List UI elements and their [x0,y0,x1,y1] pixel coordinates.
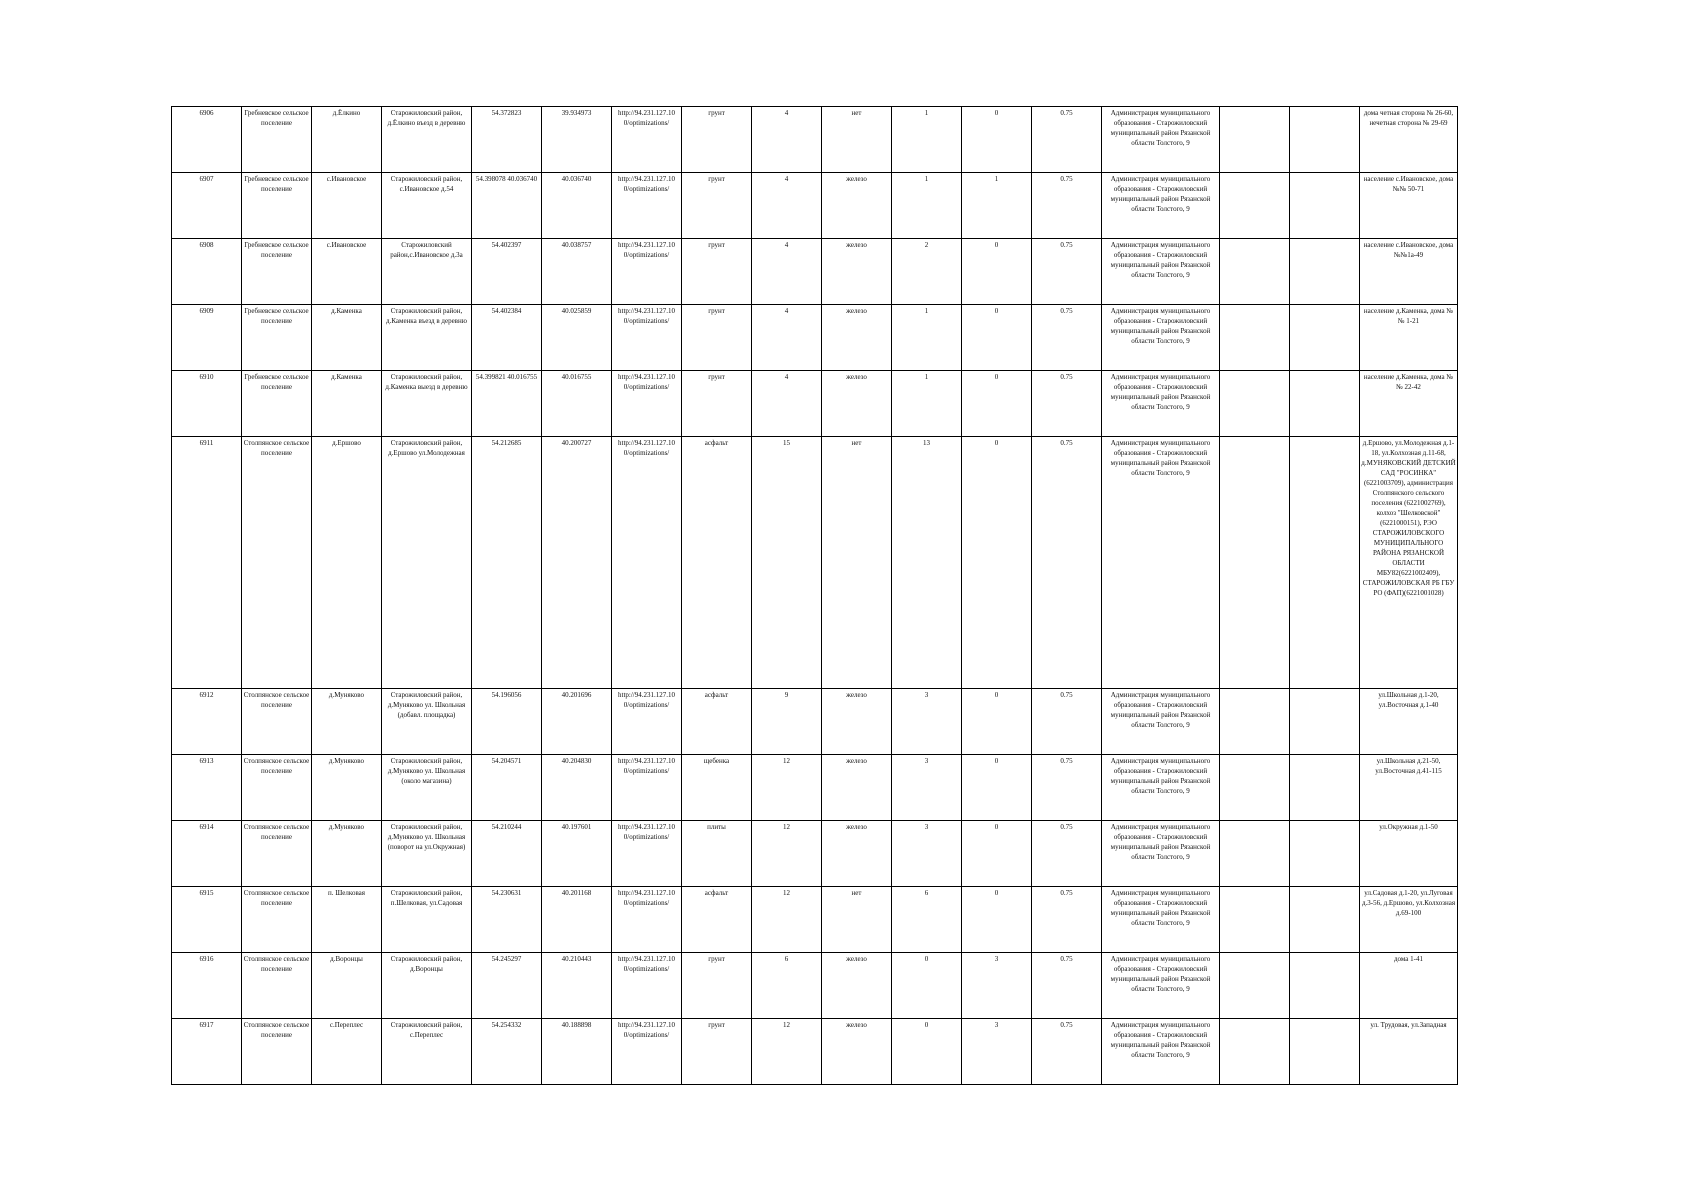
cell-link: http://94.231.127.10 0/optimizations/ [612,689,682,755]
cell-address: Старожиловский район,с.Ивановское д.3а [382,239,472,305]
cell-containers: 2 [892,239,962,305]
cell-longitude: 40.201696 [542,689,612,755]
cell-latitude: 54.254332 [472,1019,542,1085]
cell-volume: 0.75 [1032,437,1102,689]
cell-blank-a [1220,689,1290,755]
cell-blank-b [1290,1019,1360,1085]
cell-locality: с.Ивановское [312,239,382,305]
cell-surface: асфальт [682,689,752,755]
cell-blank-b [1290,239,1360,305]
cell-settlement: Гребневское сельское поселение [242,107,312,173]
table-row [172,305,1458,371]
cell-served-objects: ул. Трудовая, ул.Западная [1360,1019,1458,1085]
cell-area: 9 [752,689,822,755]
cell-longitude: 40.025859 [542,305,612,371]
registry-body [172,107,1458,1085]
cell-id: 6914 [172,821,242,887]
cell-containers: 3 [892,689,962,755]
cell-containers: 1 [892,107,962,173]
cell-extra-containers: 0 [962,689,1032,755]
cell-surface: плиты [682,821,752,887]
cell-extra-containers: 0 [962,305,1032,371]
cell-address: Старожиловский район, с.Ивановское д.54 [382,173,472,239]
cell-blank-a [1220,821,1290,887]
cell-link: http://94.231.127.10 0/optimizations/ [612,305,682,371]
cell-volume: 0.75 [1032,173,1102,239]
table-row [172,755,1458,821]
cell-id: 6917 [172,1019,242,1085]
cell-volume: 0.75 [1032,821,1102,887]
cell-containers: 1 [892,371,962,437]
cell-blank-b [1290,755,1360,821]
cell-id: 6911 [172,437,242,689]
cell-id: 6912 [172,689,242,755]
cell-owner: Администрация муниципального образования - Старожиловский муниципальный район Рязанской области Толстого, 9 [1102,821,1220,887]
cell-containers: 6 [892,887,962,953]
cell-link: http://94.231.127.10 0/optimizations/ [612,437,682,689]
cell-longitude: 40.188898 [542,1019,612,1085]
cell-link: http://94.231.127.10 0/optimizations/ [612,371,682,437]
cell-settlement: Столпянское сельское поселение [242,689,312,755]
cell-settlement: Столпянское сельское поселение [242,437,312,689]
cell-address: Старожиловский район, д.Муняково ул. Школьная (добавл. площадка) [382,689,472,755]
cell-area: 12 [752,755,822,821]
cell-owner: Администрация муниципального образования - Старожиловский муниципальный район Рязанской области Толстого, 9 [1102,689,1220,755]
cell-owner: Администрация муниципального образования - Старожиловский муниципальный район Рязанской области Толстого, 9 [1102,305,1220,371]
cell-extra-containers: 0 [962,755,1032,821]
cell-address: Старожиловский район, д.Ёлкино въезд в деревню [382,107,472,173]
cell-volume: 0.75 [1032,887,1102,953]
cell-link: http://94.231.127.10 0/optimizations/ [612,755,682,821]
cell-blank-a [1220,305,1290,371]
cell-blank-a [1220,755,1290,821]
cell-address: Старожиловский район, д.Каменка въезд в деревню [382,305,472,371]
table-row [172,239,1458,305]
cell-longitude: 40.038757 [542,239,612,305]
cell-volume: 0.75 [1032,239,1102,305]
cell-served-objects: население д.Каменка, дома №№ 22-42 [1360,371,1458,437]
cell-locality: д.Муняково [312,689,382,755]
cell-fence: нет [822,437,892,689]
cell-fence: железо [822,305,892,371]
cell-owner: Администрация муниципального образования - Старожиловский муниципальный район Рязанской области Толстого, 9 [1102,107,1220,173]
cell-settlement: Гребневское сельское поселение [242,173,312,239]
cell-address: Старожиловский район, д.Муняково ул. Школьная (поворот на ул.Окружная) [382,821,472,887]
cell-locality: д.Ершово [312,437,382,689]
cell-latitude: 54.399821 40.016755 [472,371,542,437]
cell-containers: 13 [892,437,962,689]
cell-address: Старожиловский район, п.Шелковая, ул.Садовая [382,887,472,953]
cell-locality: д.Воронцы [312,953,382,1019]
cell-locality: п. Шелковая [312,887,382,953]
cell-area: 4 [752,173,822,239]
cell-id: 6915 [172,887,242,953]
cell-extra-containers: 0 [962,887,1032,953]
cell-area: 12 [752,1019,822,1085]
cell-blank-b [1290,305,1360,371]
cell-longitude: 40.201168 [542,887,612,953]
cell-extra-containers: 0 [962,437,1032,689]
cell-volume: 0.75 [1032,953,1102,1019]
cell-extra-containers: 3 [962,953,1032,1019]
cell-longitude: 39.934973 [542,107,612,173]
cell-area: 4 [752,371,822,437]
cell-blank-b [1290,689,1360,755]
cell-latitude: 54.212685 [472,437,542,689]
table-row [172,173,1458,239]
cell-latitude: 54.196056 [472,689,542,755]
cell-address: Старожиловский район, д.Муняково ул. Школьная (около магазина) [382,755,472,821]
cell-volume: 0.75 [1032,371,1102,437]
cell-locality: д.Каменка [312,305,382,371]
cell-longitude: 40.204830 [542,755,612,821]
cell-owner: Администрация муниципального образования - Старожиловский муниципальный район Рязанской области Толстого, 9 [1102,437,1220,689]
cell-locality: д.Муняково [312,821,382,887]
cell-fence: железо [822,239,892,305]
cell-link: http://94.231.127.10 0/optimizations/ [612,887,682,953]
cell-volume: 0.75 [1032,755,1102,821]
cell-fence: железо [822,953,892,1019]
cell-id: 6910 [172,371,242,437]
cell-owner: Администрация муниципального образования - Старожиловский муниципальный район Рязанской области Толстого, 9 [1102,239,1220,305]
cell-latitude: 54.204571 [472,755,542,821]
cell-containers: 0 [892,953,962,1019]
cell-surface: щебенка [682,755,752,821]
cell-owner: Администрация муниципального образования - Старожиловский муниципальный район Рязанской области Толстого, 9 [1102,755,1220,821]
table-row [172,437,1458,689]
cell-settlement: Гребневское сельское поселение [242,371,312,437]
cell-link: http://94.231.127.10 0/optimizations/ [612,239,682,305]
cell-id: 6908 [172,239,242,305]
cell-settlement: Столпянское сельское поселение [242,953,312,1019]
cell-surface: грунт [682,953,752,1019]
cell-blank-a [1220,107,1290,173]
cell-served-objects: дома четная сторона № 26-60, нечетная сторона № 29-69 [1360,107,1458,173]
cell-served-objects: население с.Ивановское, дома №№1а-49 [1360,239,1458,305]
cell-containers: 1 [892,305,962,371]
table-row [172,689,1458,755]
table-row [172,887,1458,953]
cell-id: 6907 [172,173,242,239]
cell-served-objects: ул.Окружная д.1-50 [1360,821,1458,887]
cell-served-objects: д.Ершово, ул.Молодежная д.1-18, ул.Колхозная д.11-68, д.МУНЯКОВСКИЙ ДЕТСКИЙ САД "РОСИНКА"(6221003709), администрация Столпянского сельского поселения (6221002769), колхоз "Шелковской"(6221000151), РЭО СТАРОЖИЛОВСКОГО МУНИЦИПАЛЬНОГО РАЙОНА РЯЗАНСКОЙ ОБЛАСТИ МБУ82(6221002409), СТАРОЖИЛОВСКАЯ РБ ГБУ РО (ФАП)(6221001028) [1360,437,1458,689]
cell-area: 4 [752,305,822,371]
cell-latitude: 54.402397 [472,239,542,305]
cell-area: 12 [752,887,822,953]
cell-owner: Администрация муниципального образования - Старожиловский муниципальный район Рязанской области Толстого, 9 [1102,1019,1220,1085]
cell-locality: с.Ивановское [312,173,382,239]
cell-volume: 0.75 [1032,689,1102,755]
cell-volume: 0.75 [1032,1019,1102,1085]
cell-settlement: Столпянское сельское поселение [242,821,312,887]
table-row [172,821,1458,887]
cell-link: http://94.231.127.10 0/optimizations/ [612,1019,682,1085]
cell-longitude: 40.210443 [542,953,612,1019]
cell-blank-a [1220,371,1290,437]
cell-surface: грунт [682,173,752,239]
cell-settlement: Столпянское сельское поселение [242,755,312,821]
cell-owner: Администрация муниципального образования - Старожиловский муниципальный район Рязанской области Толстого, 9 [1102,887,1220,953]
cell-owner: Администрация муниципального образования - Старожиловский муниципальный район Рязанской области Толстого, 9 [1102,953,1220,1019]
cell-latitude: 54.402384 [472,305,542,371]
cell-blank-b [1290,107,1360,173]
cell-surface: грунт [682,371,752,437]
cell-link: http://94.231.127.10 0/optimizations/ [612,821,682,887]
cell-blank-b [1290,953,1360,1019]
cell-extra-containers: 0 [962,821,1032,887]
cell-id: 6906 [172,107,242,173]
cell-blank-a [1220,239,1290,305]
cell-longitude: 40.197601 [542,821,612,887]
cell-locality: д.Ёлкино [312,107,382,173]
cell-fence: железо [822,821,892,887]
table-row [172,953,1458,1019]
cell-area: 4 [752,239,822,305]
cell-blank-b [1290,371,1360,437]
cell-latitude: 54.398078 40.036740 [472,173,542,239]
cell-latitude: 54.245297 [472,953,542,1019]
cell-containers: 3 [892,755,962,821]
cell-area: 15 [752,437,822,689]
cell-served-objects: население с.Ивановское, дома №№ 50-71 [1360,173,1458,239]
cell-fence: железо [822,755,892,821]
cell-blank-a [1220,437,1290,689]
table-row [172,1019,1458,1085]
cell-link: http://94.231.127.10 0/optimizations/ [612,953,682,1019]
cell-latitude: 54.372823 [472,107,542,173]
cell-blank-b [1290,437,1360,689]
cell-owner: Администрация муниципального образования - Старожиловский муниципальный район Рязанской области Толстого, 9 [1102,371,1220,437]
cell-blank-b [1290,821,1360,887]
cell-containers: 0 [892,1019,962,1085]
cell-longitude: 40.200727 [542,437,612,689]
cell-served-objects: ул.Школьная д.21-50, ул.Восточная д.41-115 [1360,755,1458,821]
cell-surface: грунт [682,239,752,305]
cell-surface: асфальт [682,887,752,953]
cell-fence: нет [822,887,892,953]
cell-extra-containers: 0 [962,107,1032,173]
table-row [172,107,1458,173]
cell-area: 6 [752,953,822,1019]
cell-address: Старожиловский район, д.Ершово ул.Молодежная [382,437,472,689]
cell-fence: нет [822,107,892,173]
cell-blank-a [1220,1019,1290,1085]
cell-owner: Администрация муниципального образования - Старожиловский муниципальный район Рязанской области Толстого, 9 [1102,173,1220,239]
table-row [172,371,1458,437]
cell-settlement: Столпянское сельское поселение [242,1019,312,1085]
cell-area: 4 [752,107,822,173]
cell-blank-b [1290,887,1360,953]
cell-address: Старожиловский район, д.Воронцы [382,953,472,1019]
cell-blank-b [1290,173,1360,239]
cell-link: http://94.231.127.10 0/optimizations/ [612,107,682,173]
cell-surface: асфальт [682,437,752,689]
cell-id: 6909 [172,305,242,371]
cell-surface: грунт [682,107,752,173]
cell-surface: грунт [682,1019,752,1085]
cell-extra-containers: 3 [962,1019,1032,1085]
cell-settlement: Столпянское сельское поселение [242,887,312,953]
cell-served-objects: дома 1-41 [1360,953,1458,1019]
cell-address: Старожиловский район, д.Каменка выезд в деревню [382,371,472,437]
cell-served-objects: ул.Школьная д.1-20, ул.Восточная д.1-40 [1360,689,1458,755]
cell-fence: железо [822,1019,892,1085]
cell-latitude: 54.210244 [472,821,542,887]
cell-id: 6913 [172,755,242,821]
cell-longitude: 40.016755 [542,371,612,437]
cell-extra-containers: 0 [962,371,1032,437]
cell-locality: д.Муняково [312,755,382,821]
cell-volume: 0.75 [1032,305,1102,371]
cell-blank-a [1220,173,1290,239]
cell-link: http://94.231.127.10 0/optimizations/ [612,173,682,239]
cell-fence: железо [822,689,892,755]
cell-fence: железо [822,173,892,239]
cell-served-objects: население д.Каменка, дома №№ 1-21 [1360,305,1458,371]
cell-containers: 1 [892,173,962,239]
cell-area: 12 [752,821,822,887]
cell-volume: 0.75 [1032,107,1102,173]
cell-extra-containers: 1 [962,173,1032,239]
cell-blank-a [1220,953,1290,1019]
cell-longitude: 40.036740 [542,173,612,239]
cell-containers: 3 [892,821,962,887]
registry-table [171,106,1458,1085]
cell-locality: с.Переплес [312,1019,382,1085]
cell-id: 6916 [172,953,242,1019]
cell-blank-a [1220,887,1290,953]
cell-address: Старожиловский район, с.Переплес [382,1019,472,1085]
cell-settlement: Гребневское сельское поселение [242,305,312,371]
cell-surface: грунт [682,305,752,371]
cell-latitude: 54.230631 [472,887,542,953]
cell-settlement: Гребневское сельское поселение [242,239,312,305]
cell-locality: д.Каменка [312,371,382,437]
cell-fence: железо [822,371,892,437]
cell-extra-containers: 0 [962,239,1032,305]
cell-served-objects: ул.Садовая д.1-20, ул.Луговая д.3-56, д.Ершово, ул.Колхозная д.69-100 [1360,887,1458,953]
